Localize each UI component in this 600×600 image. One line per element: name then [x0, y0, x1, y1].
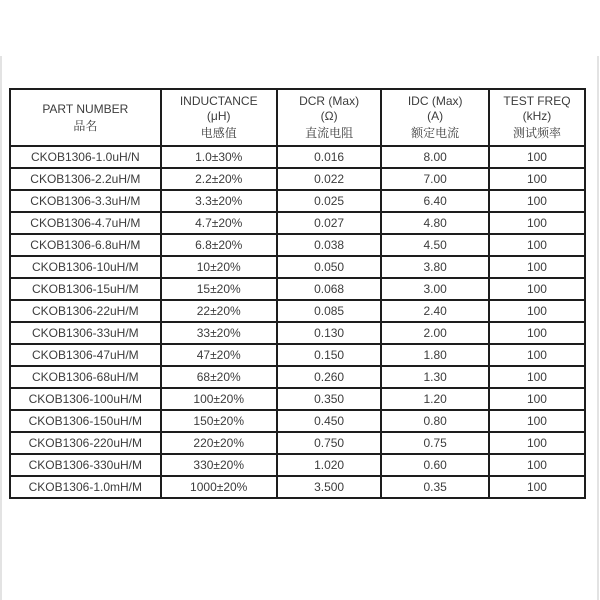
col-header-title: DCR (Max): [299, 94, 360, 108]
col-header-part-number: [10, 89, 161, 146]
cell-inductance: 33±20%: [161, 322, 277, 344]
cell-idc: 1.20: [381, 388, 489, 410]
table-row: [10, 212, 585, 234]
col-header-chinese: 额定电流: [411, 126, 460, 140]
spec-table-body: [10, 146, 585, 498]
cell-part-number: CKOB1306-220uH/M: [10, 432, 161, 454]
cell-dcr: 0.022: [277, 168, 382, 190]
cell-part-number: CKOB1306-2.2uH/M: [10, 168, 161, 190]
cell-dcr: 0.150: [277, 344, 382, 366]
table-row: [10, 256, 585, 278]
cell-part-number: CKOB1306-1.0mH/M: [10, 476, 161, 498]
table-row: [10, 146, 585, 168]
table-row: [10, 322, 585, 344]
cell-part-number: CKOB1306-47uH/M: [10, 344, 161, 366]
inductor-spec-table: [9, 88, 586, 499]
cell-test-freq: 100: [489, 476, 585, 498]
cell-dcr: 0.050: [277, 256, 382, 278]
cell-test-freq: 100: [489, 300, 585, 322]
col-header-inductance: [161, 89, 277, 146]
cell-idc: 7.00: [381, 168, 489, 190]
cell-idc: 1.30: [381, 366, 489, 388]
cell-dcr: 0.085: [277, 300, 382, 322]
cell-inductance: 4.7±20%: [161, 212, 277, 234]
cell-idc: 0.35: [381, 476, 489, 498]
cell-test-freq: 100: [489, 344, 585, 366]
cell-idc: 2.40: [381, 300, 489, 322]
col-header-chinese: 测试频率: [512, 126, 561, 140]
cell-dcr: 0.068: [277, 278, 382, 300]
table-row: [10, 432, 585, 454]
cell-part-number: CKOB1306-15uH/M: [10, 278, 161, 300]
col-header-unit: (Ω): [320, 109, 338, 123]
cell-test-freq: 100: [489, 234, 585, 256]
cell-part-number: CKOB1306-1.0uH/N: [10, 146, 161, 168]
col-header-title: TEST FREQ: [503, 94, 571, 108]
cell-idc: 2.00: [381, 322, 489, 344]
page-edge-right: [597, 56, 599, 600]
cell-idc: 4.50: [381, 234, 489, 256]
cell-test-freq: 100: [489, 432, 585, 454]
cell-part-number: CKOB1306-100uH/M: [10, 388, 161, 410]
col-header-idc: [381, 89, 489, 146]
cell-inductance: 220±20%: [161, 432, 277, 454]
cell-inductance: 1.0±30%: [161, 146, 277, 168]
cell-test-freq: 100: [489, 212, 585, 234]
cell-dcr: 0.260: [277, 366, 382, 388]
cell-test-freq: 100: [489, 146, 585, 168]
col-header-chinese: 电感值: [200, 126, 237, 140]
col-header-test-freq: [489, 89, 585, 146]
header-row: [10, 89, 585, 146]
cell-part-number: CKOB1306-33uH/M: [10, 322, 161, 344]
cell-inductance: 10±20%: [161, 256, 277, 278]
cell-test-freq: 100: [489, 388, 585, 410]
col-header-unit: (kHz): [522, 109, 552, 123]
cell-dcr: 0.027: [277, 212, 382, 234]
table-row: [10, 234, 585, 256]
cell-inductance: 68±20%: [161, 366, 277, 388]
cell-dcr: 3.500: [277, 476, 382, 498]
cell-dcr: 0.016: [277, 146, 382, 168]
col-header-title: INDUCTANCE: [179, 94, 258, 108]
cell-idc: 1.80: [381, 344, 489, 366]
cell-inductance: 47±20%: [161, 344, 277, 366]
table-row: [10, 476, 585, 498]
cell-dcr: 0.750: [277, 432, 382, 454]
col-header-unit: (A): [427, 109, 444, 123]
cell-idc: 0.80: [381, 410, 489, 432]
cell-inductance: 100±20%: [161, 388, 277, 410]
col-header-chinese: 品名: [73, 118, 98, 133]
cell-part-number: CKOB1306-68uH/M: [10, 366, 161, 388]
cell-inductance: 2.2±20%: [161, 168, 277, 190]
col-header-unit: (μH): [206, 109, 231, 123]
col-header-dcr: [277, 89, 382, 146]
cell-test-freq: 100: [489, 190, 585, 212]
cell-part-number: CKOB1306-22uH/M: [10, 300, 161, 322]
table-row: [10, 344, 585, 366]
col-header-title: IDC (Max): [407, 94, 463, 108]
table-row: [10, 168, 585, 190]
cell-inductance: 150±20%: [161, 410, 277, 432]
cell-part-number: CKOB1306-3.3uH/M: [10, 190, 161, 212]
cell-test-freq: 100: [489, 168, 585, 190]
cell-part-number: CKOB1306-4.7uH/M: [10, 212, 161, 234]
col-header-chinese: 直流电阻: [305, 126, 354, 140]
page-edge-left: [0, 56, 2, 600]
cell-inductance: 3.3±20%: [161, 190, 277, 212]
cell-dcr: 0.130: [277, 322, 382, 344]
cell-part-number: CKOB1306-6.8uH/M: [10, 234, 161, 256]
cell-idc: 0.60: [381, 454, 489, 476]
cell-part-number: CKOB1306-150uH/M: [10, 410, 161, 432]
table-row: [10, 410, 585, 432]
cell-idc: 6.40: [381, 190, 489, 212]
cell-test-freq: 100: [489, 278, 585, 300]
cell-test-freq: 100: [489, 322, 585, 344]
cell-idc: 4.80: [381, 212, 489, 234]
cell-inductance: 1000±20%: [161, 476, 277, 498]
table-row: [10, 278, 585, 300]
table-row: [10, 366, 585, 388]
cell-test-freq: 100: [489, 410, 585, 432]
table-row: [10, 388, 585, 410]
cell-idc: 0.75: [381, 432, 489, 454]
table-row: [10, 454, 585, 476]
cell-dcr: 0.350: [277, 388, 382, 410]
cell-test-freq: 100: [489, 256, 585, 278]
cell-test-freq: 100: [489, 454, 585, 476]
cell-idc: 8.00: [381, 146, 489, 168]
cell-part-number: CKOB1306-330uH/M: [10, 454, 161, 476]
col-header-title: PART NUMBER: [42, 101, 129, 116]
cell-inductance: 15±20%: [161, 278, 277, 300]
cell-test-freq: 100: [489, 366, 585, 388]
cell-inductance: 6.8±20%: [161, 234, 277, 256]
cell-dcr: 0.450: [277, 410, 382, 432]
table-row: [10, 190, 585, 212]
cell-idc: 3.80: [381, 256, 489, 278]
cell-idc: 3.00: [381, 278, 489, 300]
cell-dcr: 1.020: [277, 454, 382, 476]
cell-dcr: 0.025: [277, 190, 382, 212]
cell-inductance: 22±20%: [161, 300, 277, 322]
cell-dcr: 0.038: [277, 234, 382, 256]
table-row: [10, 300, 585, 322]
cell-part-number: CKOB1306-10uH/M: [10, 256, 161, 278]
cell-inductance: 330±20%: [161, 454, 277, 476]
